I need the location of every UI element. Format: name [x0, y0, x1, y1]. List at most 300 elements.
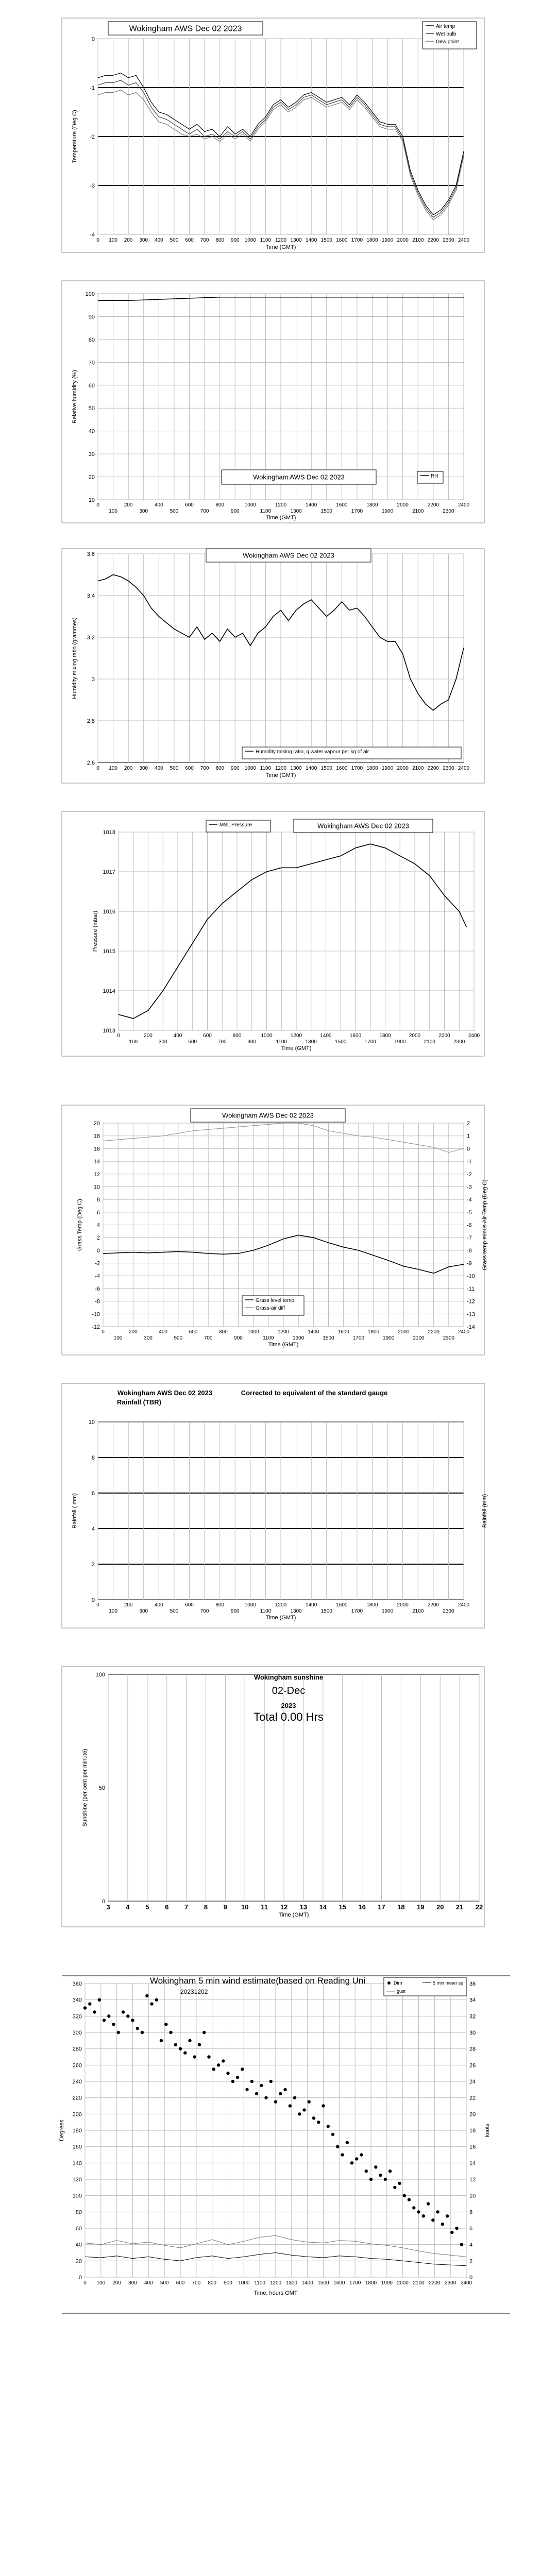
wind-direction-point: [155, 1998, 158, 2002]
wind-direction-point: [198, 2043, 201, 2046]
x-tick-label: 400: [154, 1602, 163, 1608]
wind-direction-point: [436, 2210, 439, 2213]
x-tick-label: 2200: [429, 2280, 441, 2286]
x-tick-label: 0: [83, 2280, 87, 2286]
wind-direction-point: [393, 2186, 396, 2189]
legend-label: RH: [431, 473, 438, 479]
wind-direction-point: [136, 2027, 139, 2030]
y-right-tick-label: -8: [467, 1247, 472, 1254]
y-tick-label: 4: [96, 1222, 100, 1229]
y-tick-label: 10: [88, 497, 95, 503]
temperature-chart: [0, 15, 541, 258]
wind-direction-point: [317, 2121, 320, 2124]
y-tick-label: 8: [91, 1455, 95, 1461]
chart-title: Wokingham AWS Dec 02 2023: [243, 551, 334, 560]
x-tick-label: 9: [223, 1903, 227, 1911]
y-tick-label: 1017: [103, 869, 115, 875]
x-tick-label: 1600: [336, 238, 348, 243]
wind-direction-point: [98, 1998, 101, 2002]
x-tick-label: 2400: [458, 766, 470, 771]
y-tick-label: 3.2: [87, 635, 95, 641]
y-tick-label: 80: [88, 336, 95, 343]
legend-label: Air temp: [436, 24, 455, 29]
y-tick-label: -4: [90, 232, 95, 238]
wind-direction-point: [369, 2178, 373, 2181]
x-axis-label: Time (GMT): [281, 1045, 312, 1052]
x-tick-label: 5: [145, 1903, 149, 1911]
y-tick-label: -2: [95, 1260, 100, 1267]
x-tick-label: 2200: [427, 502, 439, 508]
wind-direction-point: [308, 2100, 311, 2103]
x-tick-label: 1300: [285, 2280, 297, 2286]
y-tick-label: 40: [88, 428, 95, 435]
x-tick-label: 2300: [443, 1608, 454, 1614]
x-tick-label: 600: [189, 1329, 198, 1335]
y-tick-label: 120: [72, 2177, 82, 2183]
y-right-tick-label: -14: [467, 1324, 475, 1330]
wind-direction-point: [336, 2145, 339, 2148]
x-tick-label: 600: [185, 1602, 194, 1608]
legend-swatch: [387, 1981, 391, 1985]
x-tick-label: 1000: [261, 1033, 273, 1039]
wind-direction-point: [289, 2104, 292, 2107]
x-tick-label: 1200: [275, 766, 287, 771]
x-tick-label: 0: [96, 1602, 99, 1608]
wind-direction-point: [107, 2014, 110, 2018]
wind-direction-point: [302, 2108, 306, 2111]
x-tick-label: 0: [117, 1033, 120, 1039]
x-tick-label: 800: [215, 766, 225, 771]
x-tick-label: 300: [139, 1608, 148, 1614]
x-tick-label: 100: [109, 766, 117, 771]
x-tick-label: 1400: [306, 502, 317, 508]
wind-direction-point: [122, 2010, 125, 2013]
wind-direction-point: [255, 2092, 258, 2095]
chart-title: Wokingham AWS Dec 02 2023: [129, 24, 242, 33]
wind-direction-point: [279, 2092, 282, 2095]
x-tick-label: 400: [144, 2280, 153, 2286]
x-tick-label: 1700: [351, 766, 363, 771]
x-tick-label: 800: [215, 238, 225, 243]
y-tick-label: 0: [102, 1899, 105, 1905]
x-tick-label: 1700: [351, 509, 363, 514]
wind-direction-point: [441, 2223, 444, 2226]
x-tick-label: 900: [224, 2280, 232, 2286]
legend-label: MSL Pressure: [219, 822, 252, 828]
y-tick-label: 0: [78, 2275, 82, 2281]
chart-title: Wokingham AWS Dec 02 2023: [317, 822, 409, 830]
x-tick-label: 1300: [305, 1039, 317, 1045]
x-tick-label: 700: [192, 2280, 201, 2286]
y-axis-label: Grass Temp (Deg C): [77, 1199, 83, 1251]
wind-direction-point: [450, 2231, 453, 2234]
chart-note: Corrected to equivalent of the standard gauge: [241, 1389, 388, 1397]
y-tick-label: 16: [93, 1146, 100, 1153]
x-tick-label: 100: [109, 1608, 117, 1614]
wind-direction-point: [355, 2157, 358, 2160]
x-tick-label: 600: [176, 2280, 185, 2286]
y-tick-label: 3.6: [87, 551, 95, 557]
wind-direction-point: [346, 2141, 349, 2144]
y-tick-label: 90: [88, 314, 95, 320]
x-tick-label: 1100: [254, 2280, 265, 2286]
x-tick-label: 22: [475, 1903, 483, 1911]
y-right-tick-label: 6: [469, 2226, 473, 2232]
wind-direction-point: [212, 2067, 215, 2071]
y-tick-label: -12: [92, 1324, 100, 1330]
x-tick-label: 1000: [247, 1329, 259, 1335]
y-right-tick-label: 28: [469, 2046, 476, 2053]
y-tick-label: -8: [95, 1298, 100, 1305]
x-tick-label: 700: [200, 509, 209, 514]
x-tick-label: 1900: [394, 1039, 406, 1045]
x-tick-label: 2100: [424, 1039, 435, 1045]
x-tick-label: 1500: [335, 1039, 347, 1045]
y-right-tick-label: -9: [467, 1260, 472, 1267]
x-tick-label: 1600: [349, 1033, 362, 1039]
y-tick-label: 1014: [103, 988, 115, 994]
y-tick-label: 4: [91, 1526, 95, 1532]
x-tick-label: 700: [200, 1608, 209, 1614]
x-tick-label: 1200: [277, 1329, 290, 1335]
chart-title: Wokingham 5 min wind estimate(based on Reading Uni: [149, 1976, 366, 1986]
wind-direction-point: [269, 2080, 273, 2083]
x-tick-label: 400: [159, 1329, 168, 1335]
y-right-tick-label: 32: [469, 2013, 476, 2020]
x-tick-label: 1900: [383, 1335, 395, 1341]
rainfall-panel: [0, 1381, 541, 1633]
wind-direction-point: [222, 2059, 225, 2062]
y-right-axis-label: Rainfall (mm): [482, 1494, 488, 1528]
x-tick-label: 1800: [366, 766, 378, 771]
x-tick-label: 2300: [443, 509, 454, 514]
temperature-panel: [0, 15, 541, 258]
x-tick-label: 300: [139, 509, 148, 514]
x-tick-label: 1700: [349, 2280, 361, 2286]
wind-direction-point: [103, 2019, 106, 2022]
x-tick-label: 200: [124, 766, 133, 771]
y-right-tick-label: 14: [469, 2160, 476, 2167]
wind-direction-point: [331, 2133, 334, 2136]
legend-box: [417, 471, 443, 483]
y-tick-label: 1015: [103, 948, 115, 955]
y-tick-label: 50: [88, 405, 95, 412]
wind-direction-point: [245, 2088, 248, 2091]
y-right-tick-label: 10: [469, 2193, 476, 2199]
x-tick-label: 2300: [445, 2280, 457, 2286]
wind-direction-point: [226, 2072, 229, 2075]
y-right-tick-label: 30: [469, 2030, 476, 2036]
x-tick-label: 500: [170, 1608, 179, 1614]
x-axis-label: Time (GMT): [268, 1342, 299, 1348]
y-tick-label: 340: [72, 1997, 82, 2004]
y-right-tick-label: -3: [467, 1184, 472, 1191]
x-tick-label: 1800: [367, 1329, 380, 1335]
x-tick-label: 1500: [323, 1335, 334, 1341]
x-tick-label: 2000: [409, 1033, 421, 1039]
y-right-tick-label: -13: [467, 1311, 475, 1318]
x-tick-label: 1500: [317, 2280, 329, 2286]
x-tick-label: 300: [139, 766, 148, 771]
x-tick-label: 1600: [336, 502, 348, 508]
x-tick-label: 100: [109, 238, 117, 243]
wind-direction-point: [169, 2031, 172, 2034]
y-right-tick-label: -4: [467, 1197, 472, 1204]
chart-title: Wokingham AWS Dec 02 2023: [222, 1111, 314, 1120]
x-tick-label: 300: [144, 1335, 153, 1341]
x-tick-label: 0: [96, 766, 99, 771]
y-right-tick-label: -7: [467, 1235, 472, 1242]
y-tick-label: 3: [91, 676, 95, 683]
wind-direction-point: [217, 2063, 220, 2066]
y-tick-label: 100: [85, 291, 95, 297]
x-tick-label: 900: [230, 766, 240, 771]
x-tick-label: 2100: [413, 2280, 425, 2286]
x-tick-label: 2400: [460, 2280, 472, 2286]
x-tick-label: 1100: [260, 1608, 272, 1614]
y-tick-label: 2.6: [87, 760, 95, 766]
x-tick-label: 2100: [412, 766, 424, 771]
x-tick-label: 2400: [458, 1602, 470, 1608]
y-tick-label: 320: [72, 2013, 82, 2020]
y-tick-label: -1: [90, 85, 95, 91]
x-tick-label: 200: [128, 1329, 138, 1335]
y-tick-label: 18: [93, 1133, 100, 1140]
x-tick-label: 500: [170, 766, 179, 771]
x-tick-label: 800: [208, 2280, 217, 2286]
wind-direction-point: [231, 2080, 234, 2083]
wind-direction-point: [298, 2112, 301, 2115]
chart-title: Wokingham AWS Dec 02 2023: [253, 473, 345, 481]
x-tick-label: 400: [154, 238, 163, 243]
y-tick-label: 100: [72, 2193, 82, 2199]
x-tick-label: 600: [185, 766, 194, 771]
y-tick-label: 10: [88, 1419, 95, 1426]
y-axis-label: Temperature (Deg C): [72, 110, 78, 163]
x-tick-label: 1900: [381, 1608, 394, 1614]
wind-direction-point: [202, 2031, 206, 2034]
wind-direction-point: [365, 2170, 368, 2173]
wind-direction-point: [174, 2043, 177, 2046]
y-tick-label: 20: [93, 1121, 100, 1127]
wind-direction-point: [312, 2116, 315, 2120]
y-tick-label: 30: [88, 451, 95, 458]
x-axis-label: Time (GMT): [265, 1615, 296, 1621]
x-tick-label: 200: [112, 2280, 122, 2286]
wind-direction-point: [274, 2100, 277, 2103]
x-tick-label: 1500: [320, 1608, 332, 1614]
wind-direction-point: [379, 2174, 382, 2177]
x-tick-label: 400: [173, 1033, 182, 1039]
x-tick-label: 900: [230, 509, 240, 514]
wind-direction-point: [431, 2218, 434, 2222]
x-tick-label: 1800: [366, 502, 378, 508]
x-tick-label: 1700: [352, 1335, 364, 1341]
x-tick-label: 1400: [301, 2280, 313, 2286]
x-tick-label: 10: [241, 1903, 249, 1911]
y-tick-label: 3.4: [87, 593, 95, 599]
y-right-tick-label: -2: [467, 1171, 472, 1178]
wind-direction-point: [207, 2055, 210, 2058]
x-tick-label: 1800: [379, 1033, 391, 1039]
wind-direction-point: [250, 2080, 253, 2083]
sunshine-panel: [0, 1664, 541, 1932]
wind-panel: [0, 1973, 541, 2334]
y-right-tick-label: 36: [469, 1981, 476, 1987]
y-tick-label: 14: [93, 1159, 100, 1165]
y-right-tick-label: 20: [469, 2111, 476, 2118]
x-tick-label: 200: [144, 1033, 153, 1039]
mixing-ratio-chart: [0, 546, 541, 788]
y-tick-label: 20: [88, 474, 95, 481]
x-tick-label: 2100: [413, 1335, 425, 1341]
x-tick-label: 2400: [468, 1033, 480, 1039]
x-tick-label: 1100: [260, 509, 272, 514]
y-right-tick-label: 4: [469, 2242, 473, 2248]
x-tick-label: 200: [124, 1602, 133, 1608]
wind-direction-point: [188, 2039, 191, 2042]
x-tick-label: 2000: [397, 238, 409, 243]
x-tick-label: 1300: [293, 1335, 305, 1341]
x-tick-label: 1200: [275, 1602, 287, 1608]
y-axis-label: Degrees: [59, 2120, 65, 2141]
x-tick-label: 1000: [244, 1602, 256, 1608]
x-tick-label: 1200: [269, 2280, 282, 2286]
x-tick-label: 100: [96, 2280, 106, 2286]
wind-chart: [0, 1973, 541, 2334]
y-tick-label: 12: [93, 1171, 100, 1178]
y-tick-label: 80: [75, 2209, 82, 2216]
x-tick-label: 15: [339, 1903, 346, 1911]
wind-direction-point: [93, 2010, 96, 2013]
sunshine-chart: [0, 1664, 541, 1932]
x-tick-label: 2300: [453, 1039, 465, 1045]
x-tick-label: 900: [230, 1608, 240, 1614]
x-tick-label: 1900: [381, 509, 394, 514]
y-tick-label: 1013: [103, 1028, 115, 1034]
x-tick-label: 100: [129, 1039, 138, 1045]
x-tick-label: 1900: [381, 766, 394, 771]
x-tick-label: 1800: [365, 2280, 377, 2286]
y-right-tick-label: -6: [467, 1222, 472, 1229]
x-tick-label: 1600: [336, 1602, 348, 1608]
x-axis-label: Time (GMT): [265, 244, 296, 250]
y-tick-label: 240: [72, 2079, 82, 2085]
wind-direction-point: [327, 2125, 330, 2128]
x-tick-label: 800: [215, 1602, 225, 1608]
x-tick-label: 1400: [306, 766, 317, 771]
x-tick-label: 2300: [443, 1335, 454, 1341]
x-tick-label: 1700: [364, 1039, 376, 1045]
x-tick-label: 600: [203, 1033, 212, 1039]
legend-label: Humidity mixing ratio, g water vapour per kg of air: [256, 749, 369, 755]
legend-label: Grass-air diff: [256, 1306, 285, 1311]
x-tick-label: 100: [113, 1335, 123, 1341]
x-tick-label: 1600: [337, 1329, 349, 1335]
y-tick-label: 0: [91, 1597, 95, 1603]
x-tick-label: 600: [185, 238, 194, 243]
x-tick-label: 1400: [306, 238, 317, 243]
x-tick-label: 7: [184, 1903, 189, 1911]
x-tick-label: 3: [106, 1903, 110, 1911]
y-tick-label: -3: [90, 183, 95, 189]
x-tick-label: 2000: [397, 1602, 409, 1608]
x-tick-label: 1800: [366, 1602, 378, 1608]
x-tick-label: 8: [204, 1903, 208, 1911]
wind-direction-point: [183, 2051, 187, 2054]
x-tick-label: 1000: [244, 502, 256, 508]
y-tick-label: 180: [72, 2128, 82, 2134]
y-right-tick-label: 8: [469, 2209, 473, 2216]
x-tick-label: 800: [232, 1033, 242, 1039]
x-tick-label: 11: [261, 1903, 268, 1911]
y-tick-label: 40: [75, 2242, 82, 2248]
wind-direction-point: [112, 2023, 115, 2026]
x-tick-label: 16: [358, 1903, 366, 1911]
x-tick-label: 100: [109, 509, 117, 514]
y-tick-label: 60: [88, 382, 95, 389]
x-tick-label: 2000: [397, 2280, 409, 2286]
wind-direction-point: [322, 2104, 325, 2107]
wind-direction-point: [117, 2031, 120, 2034]
x-tick-label: 1900: [381, 238, 394, 243]
x-tick-label: 2000: [398, 1329, 410, 1335]
y-tick-label: -10: [92, 1311, 100, 1318]
x-tick-label: 1200: [275, 502, 287, 508]
x-tick-label: 2400: [458, 238, 470, 243]
x-tick-label: 1400: [308, 1329, 319, 1335]
y-tick-label: 2: [91, 1562, 95, 1568]
pressure-chart: [0, 809, 541, 1061]
chart-title: Wokingham sunshine: [253, 1673, 324, 1681]
x-tick-label: 2100: [412, 238, 424, 243]
x-axis-label: Time, hours GMT: [253, 2290, 298, 2296]
x-tick-label: 18: [397, 1903, 405, 1911]
x-tick-label: 500: [174, 1335, 183, 1341]
x-tick-label: 900: [230, 238, 240, 243]
x-tick-label: 700: [217, 1039, 227, 1045]
grass-chart: [0, 1103, 541, 1360]
y-tick-label: 100: [95, 1672, 105, 1678]
y-tick-label: -2: [90, 134, 95, 140]
wind-direction-point: [384, 2178, 387, 2181]
y-tick-label: -4: [95, 1273, 100, 1280]
y-right-axis-label: Grass temp minus Air Temp (Deg C): [482, 1179, 488, 1270]
x-tick-label: 1700: [351, 1608, 363, 1614]
y-tick-label: 200: [72, 2111, 82, 2118]
wind-direction-point: [260, 2084, 263, 2087]
y-axis-label: Relative humidity (%): [72, 370, 78, 423]
x-tick-label: 400: [154, 502, 163, 508]
y-right-tick-label: -1: [467, 1159, 472, 1165]
x-tick-label: 6: [165, 1903, 169, 1911]
wind-direction-point: [360, 2153, 363, 2156]
legend-label: Dirn: [394, 1980, 402, 1986]
x-tick-label: 1000: [238, 2280, 250, 2286]
x-tick-label: 1300: [290, 1608, 302, 1614]
y-tick-label: 160: [72, 2144, 82, 2150]
y-tick-label: 8: [96, 1197, 100, 1204]
sunshine-date: 02-Dec: [272, 1685, 306, 1697]
x-tick-label: 12: [280, 1903, 288, 1911]
x-tick-label: 700: [200, 766, 209, 771]
chart-subtitle: 20231202: [180, 1988, 208, 1995]
y-tick-label: 70: [88, 360, 95, 366]
y-tick-label: 280: [72, 2046, 82, 2053]
legend-label: gust: [397, 1989, 406, 1994]
wind-direction-point: [427, 2202, 430, 2205]
y-tick-label: 140: [72, 2160, 82, 2167]
